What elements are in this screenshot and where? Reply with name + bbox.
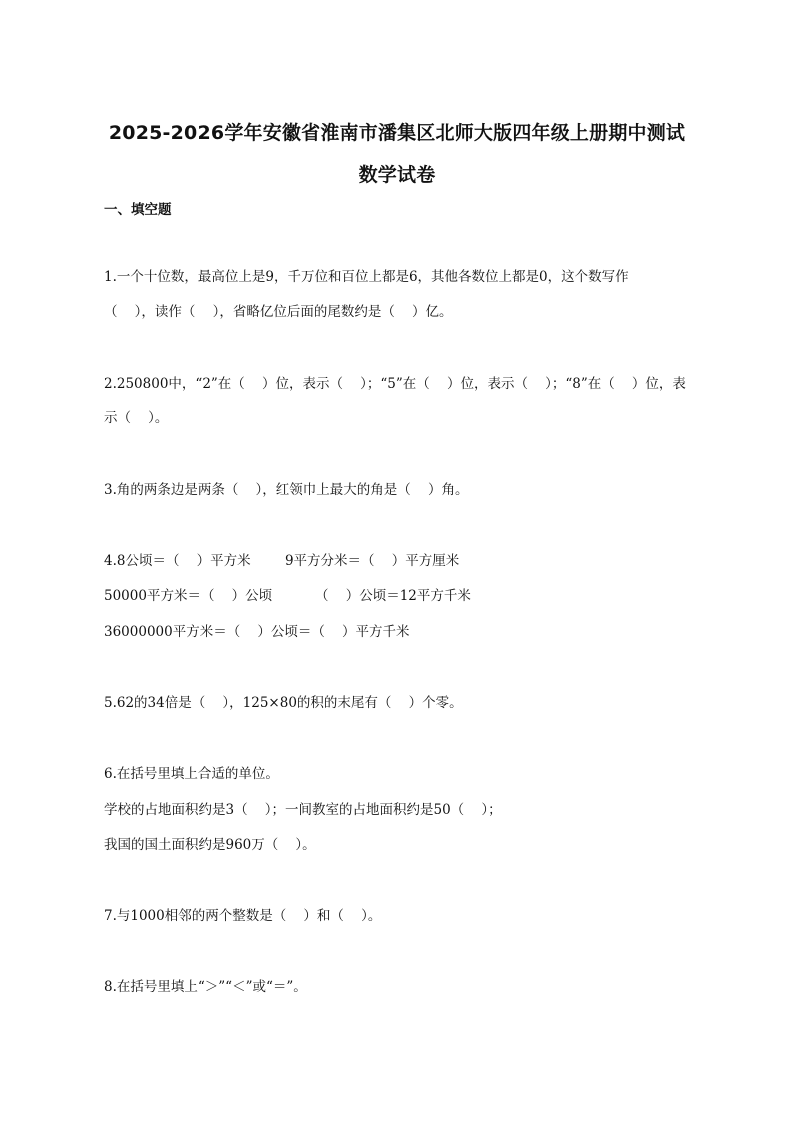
question-2-line-2: 示（ ）。 <box>104 410 169 426</box>
question-1-line-1: 1.一个十位数，最高位上是9，千万位和百位上都是6，其他各数位上都是0，这个数写作 <box>104 269 629 285</box>
section-heading-fill-blank: 一、填空题 <box>104 202 172 218</box>
question-2-line-1: 2.250800中，“2”在（ ）位，表示（ ）；“5”在（ ）位，表示（ ）；“8”在（ ）位，表 <box>104 376 686 392</box>
exam-subtitle: 数学试卷 <box>358 164 436 186</box>
question-4-line-1: 4.8公顷＝（ ）平方米 9平方分米＝（ ）平方厘米 <box>104 553 460 569</box>
question-3: 3.角的两条边是两条（ ），红领巾上最大的角是（ ）角。 <box>104 482 469 498</box>
question-6-line-2: 学校的占地面积约是3（ ）；一间教室的占地面积约是50（ ）； <box>104 802 502 818</box>
question-8: 8.在括号里填上“＞”“＜”或“＝”。 <box>104 979 307 995</box>
question-5: 5.62的34倍是（ ），125×80的积的末尾有（ ）个零。 <box>104 695 463 711</box>
exam-title: 2025-2026学年安徽省淮南市潘集区北师大版四年级上册期中测试 <box>108 122 686 144</box>
question-1-line-2: （ ），读作（ ），省略亿位后面的尾数约是（ ）亿。 <box>104 304 453 320</box>
question-6-line-1: 6.在括号里填上合适的单位。 <box>104 766 279 782</box>
question-6-line-3: 我国的国土面积约是960万（ ）。 <box>104 837 316 853</box>
question-4-line-2: 50000平方米＝（ ）公顷 （ ）公顷＝12平方千米 <box>104 588 471 604</box>
question-4-line-3: 36000000平方米＝（ ）公顷＝（ ）平方千米 <box>104 624 410 640</box>
question-7: 7.与1000相邻的两个整数是（ ）和（ ）。 <box>104 908 382 924</box>
